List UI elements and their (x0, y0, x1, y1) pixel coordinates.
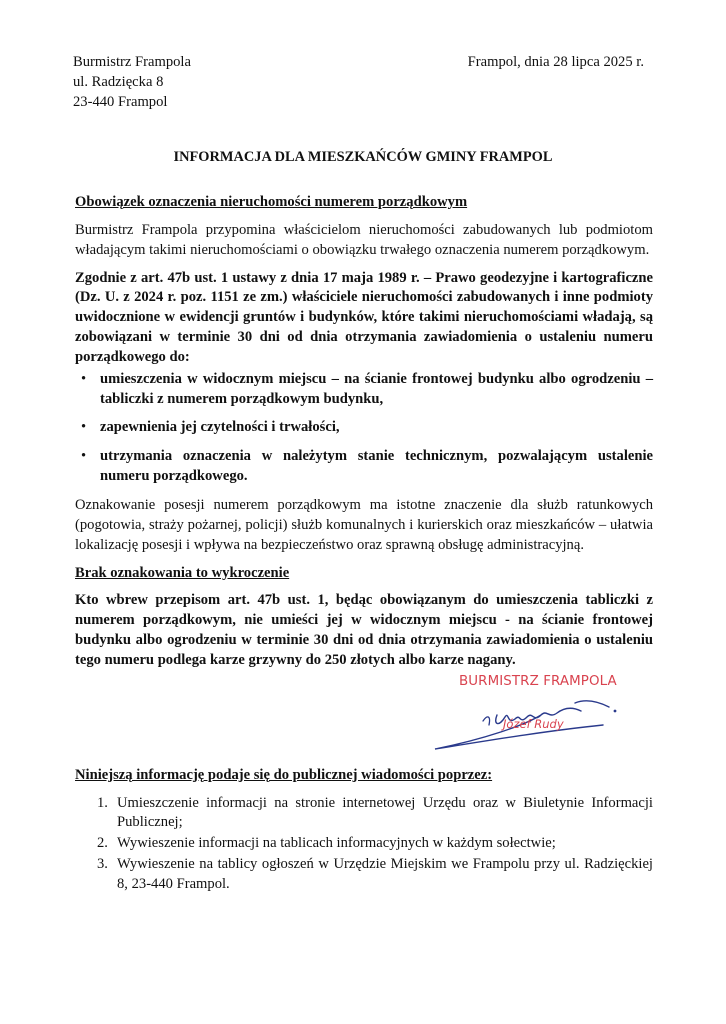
list-item-number: 2. (97, 835, 108, 852)
list-item (75, 418, 653, 438)
stamp-title: BURMISTRZ FRAMPOLA (459, 673, 617, 689)
list-item-text: Umieszczenie informacji na stronie internetowej Urzędu oraz w Biuletynie Informacji Publicznej; (117, 794, 653, 831)
publication-list (75, 794, 653, 895)
list-item-number: 1. (97, 794, 108, 811)
list-item (75, 447, 653, 487)
offence-heading: Brak oznakowania to wykroczenie (75, 564, 290, 581)
list-item-text: umieszczenia w widocznym miejscu – na ścianie frontowej budynku albo ogrodzeniu – tabliczki z numerem porządkowym budynku, (100, 370, 653, 407)
list-item-text: Wywieszenie informacji na tablicach informacyjnych w każdym sołectwie; (117, 835, 556, 852)
list-item (75, 834, 653, 854)
sender-street: ul. Radzięcka 8 (73, 74, 164, 90)
place-date: Frampol, dnia 28 lipca 2025 r. (467, 54, 644, 70)
bullet-icon: • (81, 448, 87, 465)
list-item (75, 794, 653, 834)
list-item-number: 3. (97, 856, 108, 873)
legal-basis-paragraph: Zgodnie z art. 47b ust. 1 ustawy z dnia 17 maja 1989 r. – Prawo geodezyjne i kartograficzne (Dz. U. z 2024 r. poz. 1151 ze zm.) właściciele nieruchomości zabudowanych i inne podmioty uwidocznione w ewidencji gruntów i budynków, które takimi nieruchomościami władają, są zobowiązani w terminie 30 dni od dnia otrzymania zawiadomienia o ustaleniu numeru porządkowego do: (75, 269, 653, 365)
obligations-list (75, 370, 653, 487)
list-item-text: utrzymania oznaczenia w należytym stanie technicznym, pozwalającym ustalenie numeru porządkowego. (100, 448, 653, 485)
sender-name: Burmistrz Frampola (73, 54, 191, 70)
document-body (75, 193, 653, 896)
list-item-text: Wywieszenie na tablicy ogłoszeń w Urzędzie Miejskim we Frampolu przy ul. Radzięckiej 8, 23-440 Frampol. (117, 856, 653, 892)
publication-heading: Niniejszą informację podaje się do publicznej wiadomości poprzez: (75, 766, 493, 783)
sender-postal: 23-440 Frampol (73, 94, 168, 110)
document-title: INFORMACJA DLA MIESZKAŃCÓW GMINY FRAMPOL (173, 149, 553, 165)
signature-block (75, 673, 653, 758)
bullet-icon: • (81, 419, 87, 436)
list-item (75, 370, 653, 410)
importance-paragraph: Oznakowanie posesji numerem porządkowym ma istotne znaczenie dla służb ratunkowych (pogotowia, straży pożarnej, policji) służb komunalnych i kurierskich oraz mieszkańców – ułatwia lokalizację posesji i wpływa na bezpieczeństwo oraz sprawną obsługę administracyjną. (75, 496, 653, 553)
bullet-icon: • (81, 370, 87, 387)
list-item-text: zapewnienia jej czytelności i trwałości, (100, 419, 340, 436)
intro-paragraph: Burmistrz Frampola przypomina właścicielom nieruchomości zabudowanych lub podmiotom władającym takimi nieruchomościami o obowiązku trwałego oznaczenia numerem porządkowym. (75, 221, 653, 258)
offence-paragraph: Kto wbrew przepisom art. 47b ust. 1, będąc obowiązanym do umieszczenia tabliczki z numerem porządkowym, nie umieści jej w widocznym miejscu - na ścianie frontowej budynku albo ogrodzeniu w terminie 30 dni od dnia otrzymania zawiadomienia o ustaleniu tego numeru podlega karze grzywny do 250 złotych albo karze nagany. (75, 592, 653, 668)
obligation-heading: Obowiązek oznaczenia nieruchomości numerem porządkowym (75, 194, 468, 210)
sender-address (73, 52, 313, 112)
list-item (75, 855, 653, 895)
stamp-name: Józef Rudy (503, 716, 564, 731)
